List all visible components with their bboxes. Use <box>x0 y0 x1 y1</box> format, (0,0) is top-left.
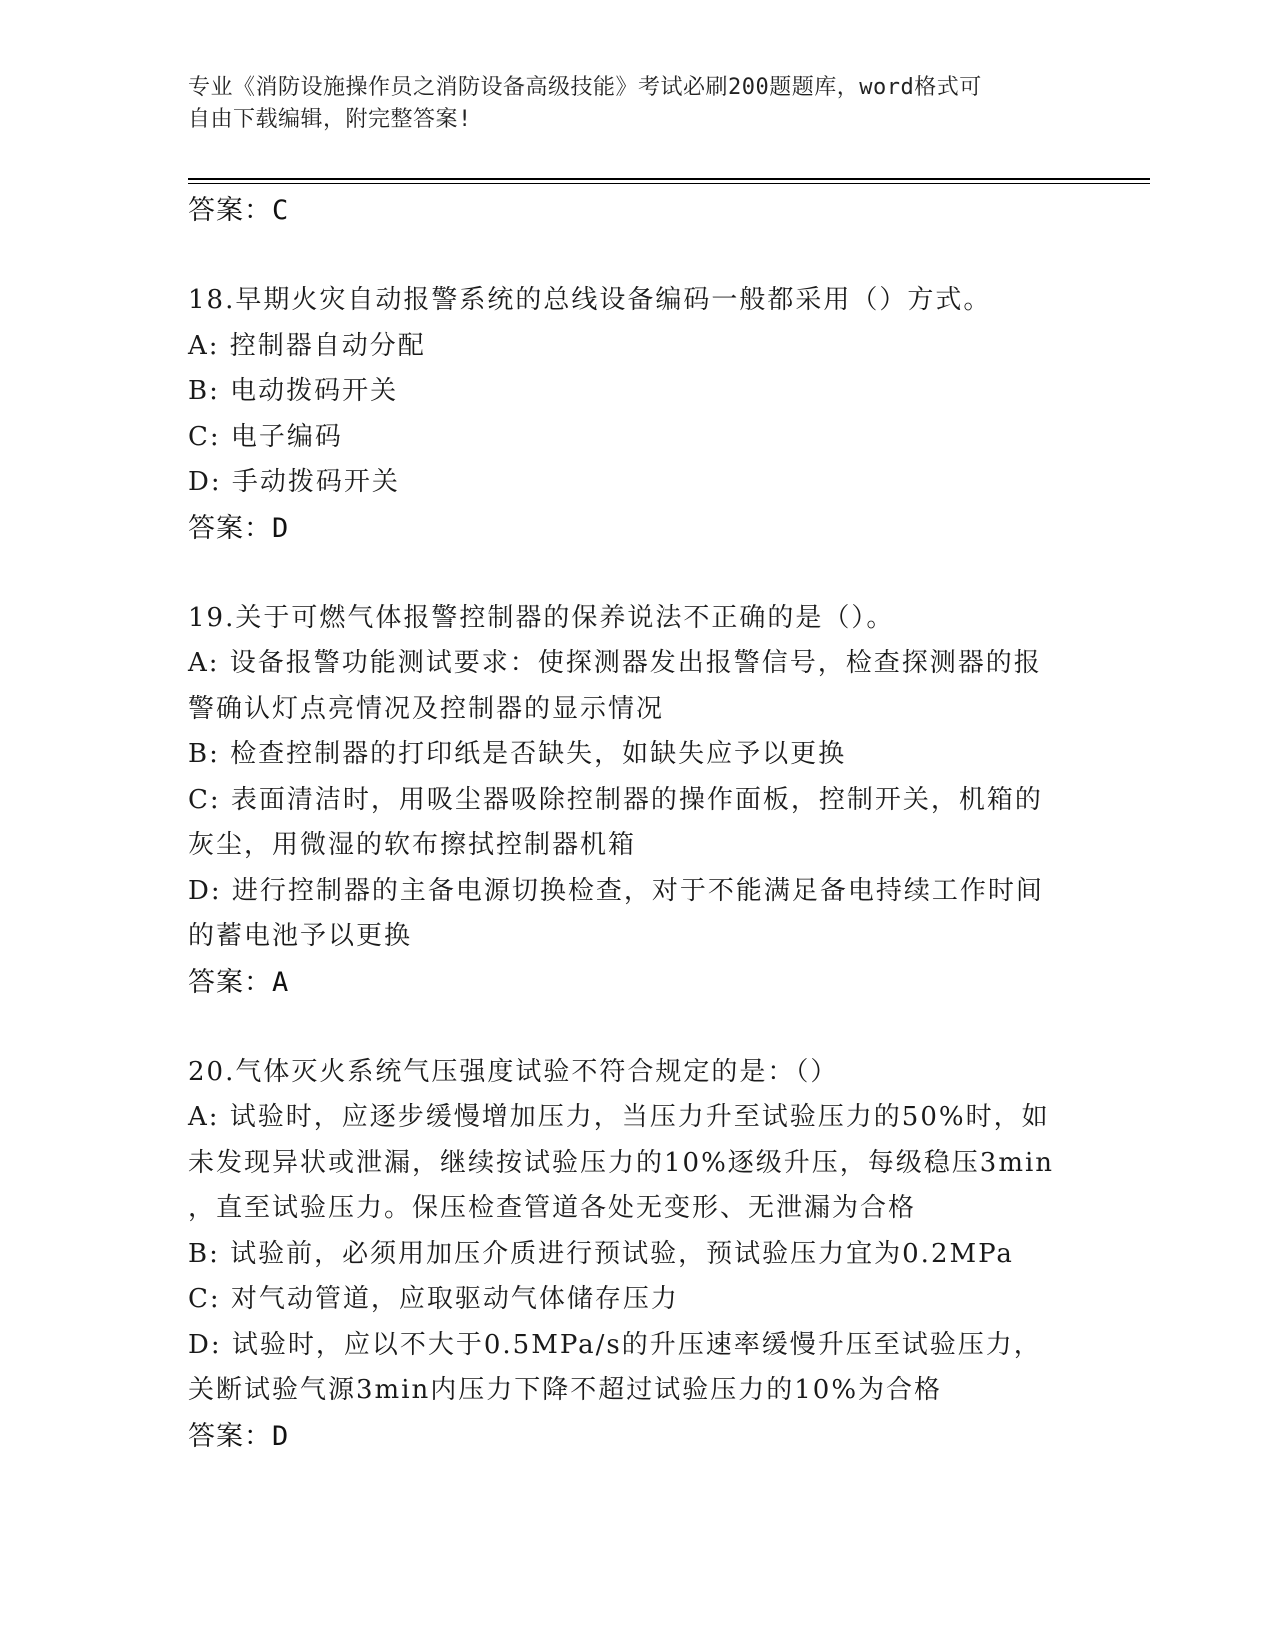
option-c: C: 电子编码 <box>188 421 343 452</box>
answer-value: A <box>272 966 290 998</box>
option-a: A: 控制器自动分配 <box>188 330 426 361</box>
spacer <box>188 234 1088 278</box>
option-c: C: 对气动管道，应取驱动气体储存压力 <box>188 1284 679 1314</box>
answer-value: C <box>272 195 290 226</box>
question-stem: 19.关于可燃气体报警控制器的保养说法不正确的是（）。 <box>188 602 895 633</box>
option-d-line-1: D: 试验时，应以不大于0.5MPa/s的升压速率缓慢升压至试验压力， <box>188 1329 1042 1360</box>
answer-line <box>188 188 1088 234</box>
answer-label: 答案： <box>188 195 272 226</box>
option-b: B: 试验前，必须用加压介质进行预试验，预试验压力宜为0.2MPa <box>188 1238 1014 1269</box>
header-line-1: 专业《消防设施操作员之消防设备高级技能》考试必刷200题题库，word格式可 <box>188 75 982 100</box>
question-18 <box>188 278 1088 552</box>
answer-label: 答案： <box>188 512 272 544</box>
question-20 <box>188 1050 1088 1460</box>
option-a-line-2: 未发现异状或泄漏，继续按试验压力的10%逐级升压，每级稳压3min <box>188 1147 1055 1178</box>
answer-value: D <box>272 1420 290 1452</box>
option-d: D: 手动拨码开关 <box>188 467 400 497</box>
spacer <box>188 552 1088 596</box>
option-a-line-1: A: 试验时，应逐步缓慢增加压力，当压力升至试验压力的50%时，如 <box>188 1102 1050 1132</box>
option-a-line-1: A: 设备报警功能测试要求：使探测器发出报警信号，检查探测器的报 <box>188 648 1042 678</box>
question-19 <box>188 596 1088 1006</box>
answer-label: 答案： <box>188 1420 272 1452</box>
option-a-line-2: 警确认灯点亮情况及控制器的显示情况 <box>188 693 665 724</box>
answer-value: D <box>272 512 290 544</box>
header-divider-thick <box>188 178 1150 180</box>
option-b: B: 检查控制器的打印纸是否缺失，如缺失应予以更换 <box>188 739 847 769</box>
option-c-line-1: C: 表面清洁时，用吸尘器吸除控制器的操作面板，控制开关，机箱的 <box>188 784 1043 815</box>
document-header <box>188 72 1068 136</box>
answer-label: 答案： <box>188 966 272 998</box>
answer-line <box>188 960 1088 1006</box>
option-a-line-3: ，直至试验压力。保压检查管道各处无变形、无泄漏为合格 <box>188 1193 917 1223</box>
question-stem: 20.气体灭火系统气压强度试验不符合规定的是：（） <box>188 1056 839 1087</box>
header-line-2: 自由下载编辑，附完整答案! <box>188 107 472 132</box>
answer-line <box>188 506 1088 552</box>
option-c-line-2: 灰尘，用微湿的软布擦拭控制器机箱 <box>188 830 637 860</box>
header-divider-thin <box>188 183 1150 184</box>
question-content <box>188 188 1088 1460</box>
option-d-line-2: 的蓄电池予以更换 <box>188 921 413 951</box>
option-d-line-1: D: 进行控制器的主备电源切换检查，对于不能满足备电持续工作时间 <box>188 875 1044 906</box>
option-d-line-2: 关断试验气源3min内压力下降不超过试验压力的10%为合格 <box>188 1375 943 1405</box>
answer-line <box>188 1414 1088 1460</box>
spacer <box>188 1006 1088 1050</box>
option-b: B: 电动拨码开关 <box>188 376 399 406</box>
question-stem: 18.早期火灾自动报警系统的总线设备编码一般都采用（）方式。 <box>188 285 992 315</box>
